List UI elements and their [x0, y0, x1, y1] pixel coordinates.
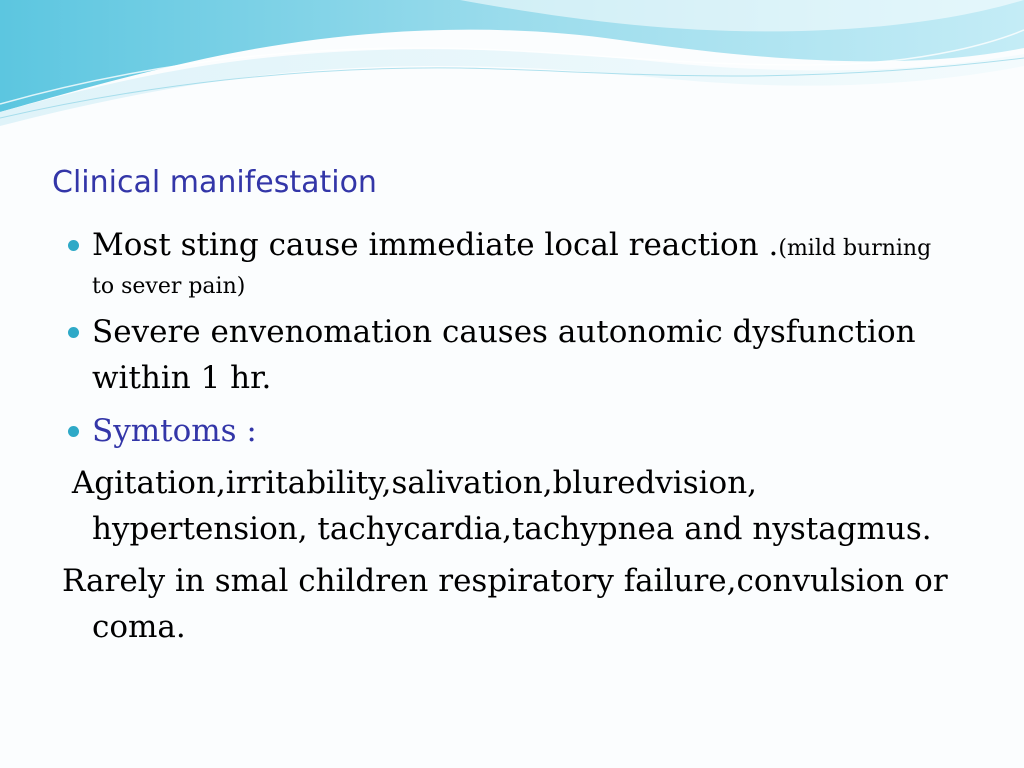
bullet-dot-icon	[68, 327, 79, 338]
bullet-main-text: Most sting cause immediate local reaction .	[92, 227, 779, 263]
paragraph-line-2: coma.	[92, 609, 186, 645]
bullet-item-symptoms	[92, 408, 972, 454]
bullet-dot-icon	[68, 426, 79, 437]
bullet-note-text: (mild burning	[778, 236, 932, 261]
header-wave-decoration	[0, 0, 1024, 160]
symptoms-list-paragraph	[62, 460, 982, 552]
bullet-item-envenomation	[92, 309, 972, 401]
bullet-note-continuation: to sever pain)	[92, 274, 246, 299]
bullet-dot-icon	[68, 240, 79, 251]
bullet-line-2: within 1 hr.	[92, 360, 272, 396]
bullet-item-local-reaction	[92, 222, 972, 302]
paragraph-line-1: Rarely in smal children respiratory failure,convulsion or	[62, 563, 948, 599]
slide-title: Clinical manifestation	[52, 165, 377, 200]
paragraph-line-1: Agitation,irritability,salivation,bluredvision,	[62, 465, 758, 501]
symptoms-heading: Symtoms :	[92, 413, 257, 449]
bullet-line-1: Severe envenomation causes autonomic dysfunction	[92, 314, 916, 350]
rare-complications-paragraph	[62, 558, 982, 650]
paragraph-line-2: hypertension, tachycardia,tachypnea and nystagmus.	[92, 511, 932, 547]
